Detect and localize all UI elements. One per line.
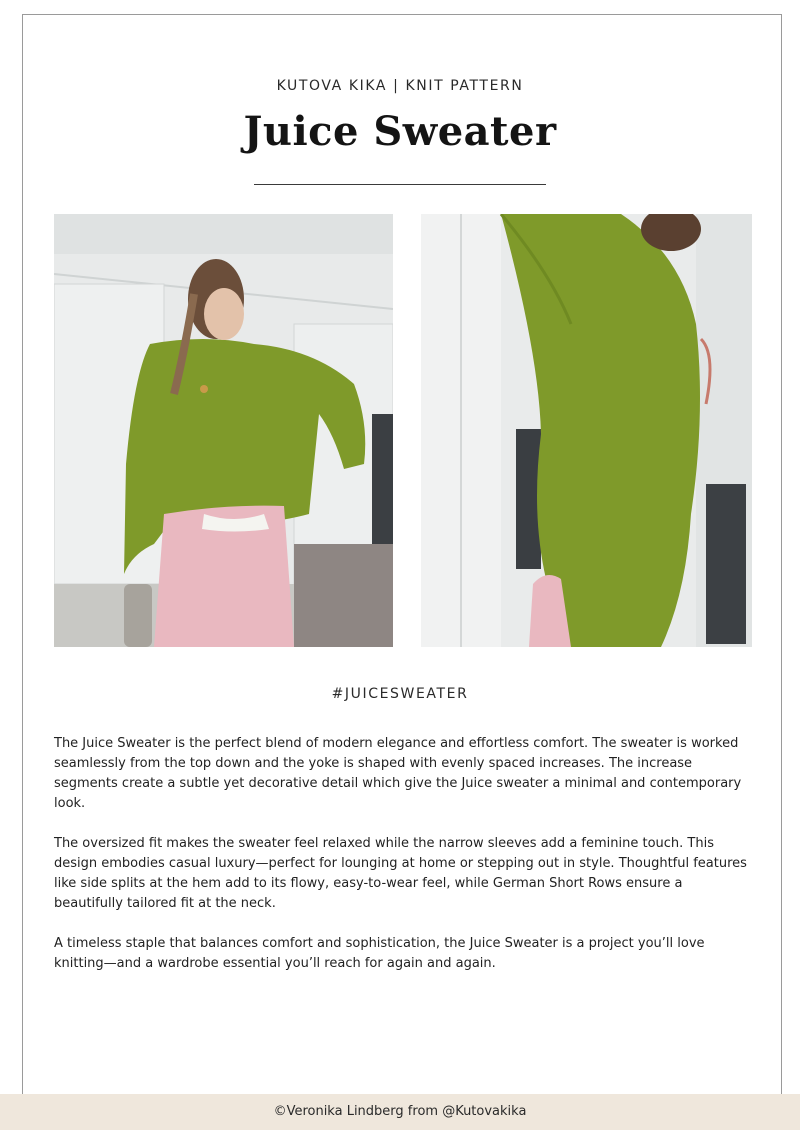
pattern-description: [54, 734, 754, 994]
pattern-title: Juice Sweater: [243, 108, 557, 155]
pattern-kicker: KUTOVA KIKA | KNIT PATTERN: [276, 78, 524, 94]
title-divider: [254, 184, 546, 185]
copyright-credit: ©Veronika Lindberg from @Kutovakika: [273, 1104, 527, 1119]
pattern-hashtag: #JUICESWEATER: [331, 686, 469, 702]
description-paragraph: The oversized fit makes the sweater feel relaxed while the narrow sleeves add a feminine touch. This design embodies casual luxury—perfect for lounging at home or stepping out in style. Thoughtful features like side splits at the hem add to its flowy, easy-to-wear feel, while German Short Rows ensure a beautifully tailored fit at the neck.: [54, 836, 747, 911]
photo-front-view: [54, 214, 393, 647]
footer-bar: [0, 1094, 800, 1130]
description-paragraph: A timeless staple that balances comfort and sophistication, the Juice Sweater is a project you’ll love knitting—and a wardrobe essential you’ll reach for again and again.: [54, 936, 705, 971]
photo-side-view: [421, 214, 752, 647]
description-paragraph: The Juice Sweater is the perfect blend of modern elegance and effortless comfort. The sweater is worked seamlessly from the top down and the yoke is shaped with evenly spaced increases. The increase segments create a subtle yet decorative detail which give the Juice sweater a minimal and contemporary look.: [54, 736, 742, 811]
